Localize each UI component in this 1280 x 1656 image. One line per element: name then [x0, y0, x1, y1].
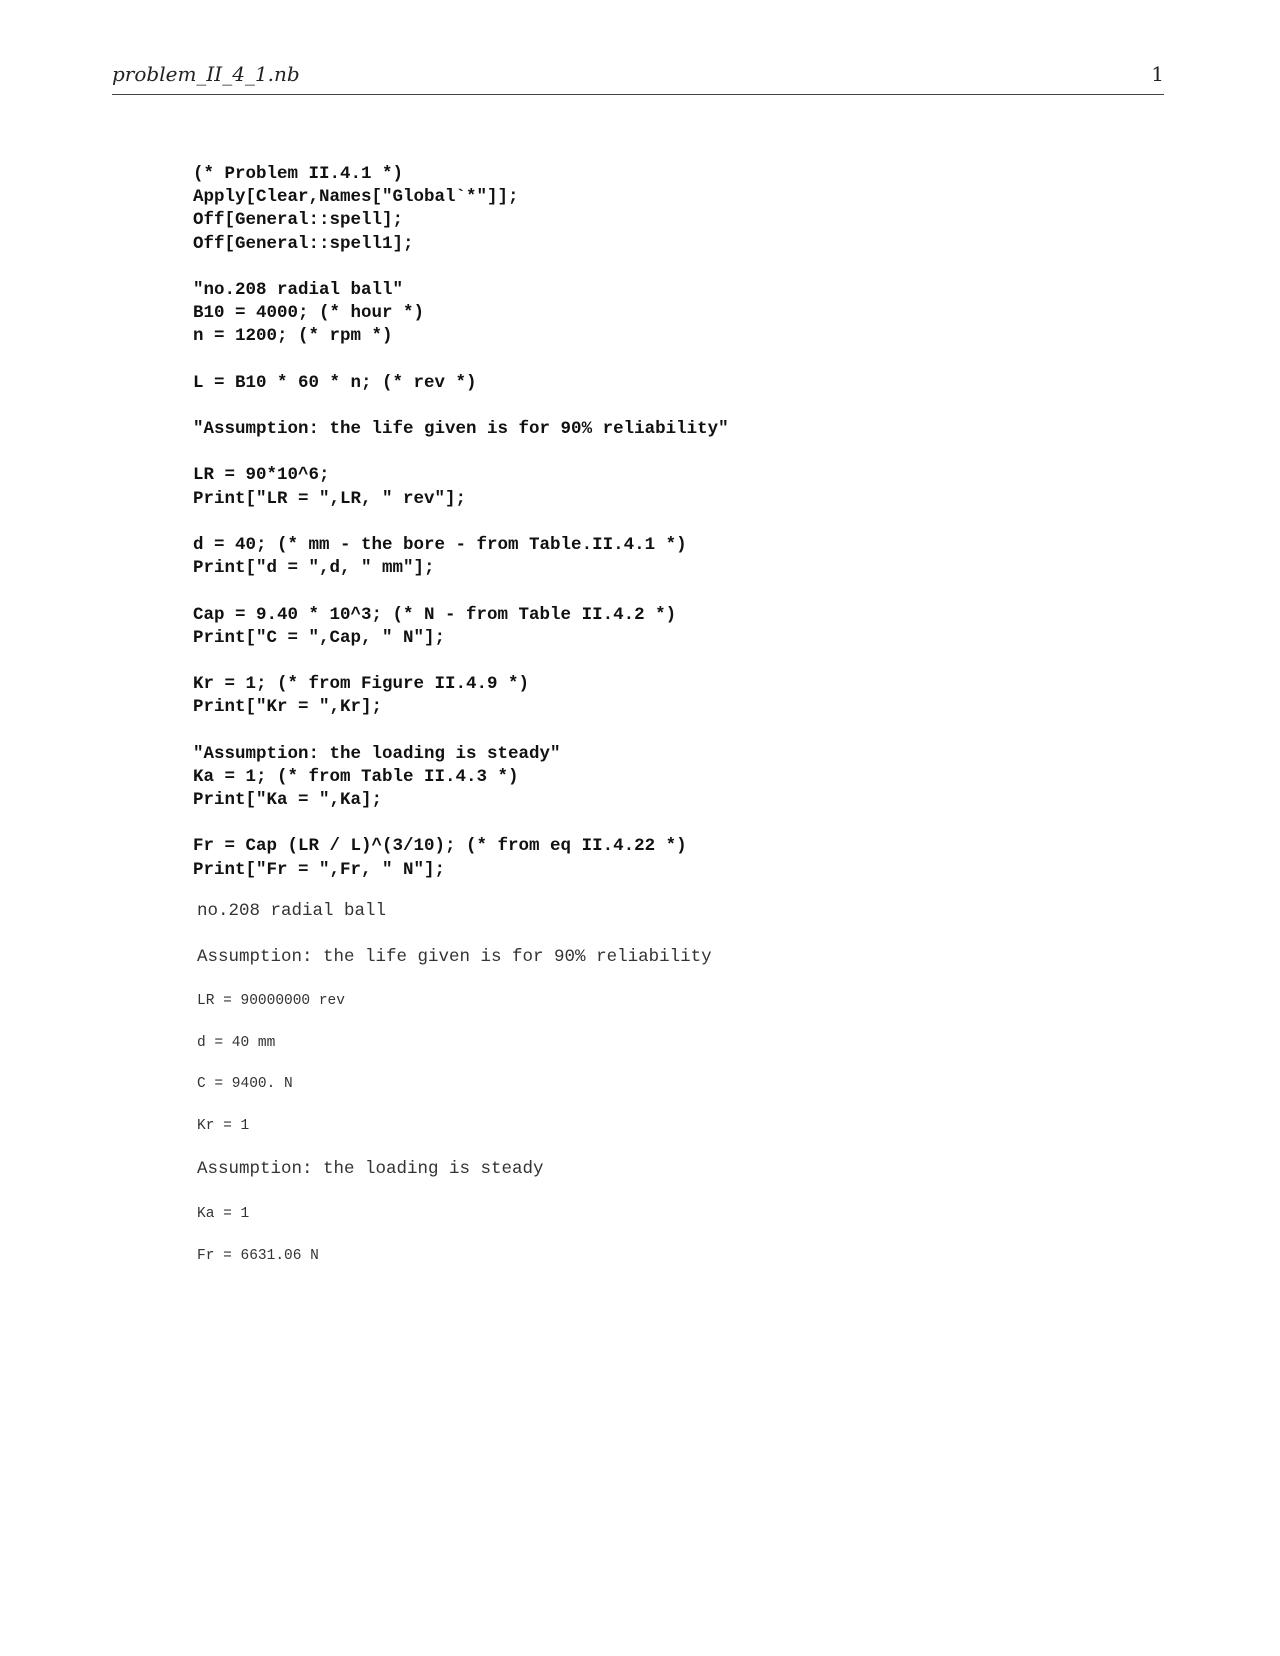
code-line: Cap = 9.40 * 10^3; (* N - from Table II.4.2 *)	[193, 604, 677, 625]
code-line: LR = 90*10^6;	[193, 465, 330, 486]
blank-line	[193, 720, 1093, 743]
blank-line	[193, 256, 1093, 279]
output-line: Assumption: the life given is for 90% reliability	[197, 947, 712, 967]
output-line: no.208 radial ball	[197, 901, 387, 921]
code-line: Print["LR = ",LR, " rev"];	[193, 488, 467, 509]
blank-line	[193, 349, 1093, 372]
blank-line	[193, 812, 1093, 835]
code-line: d = 40; (* mm - the bore - from Table.II.4.1 *)	[193, 535, 687, 555]
code-line: "Assumption: the loading is steady"	[193, 743, 561, 764]
input-cell	[193, 163, 1093, 882]
code-line: Print["Kr = ",Kr];	[193, 697, 383, 718]
blank-line	[193, 580, 1093, 603]
output-line: C = 9400. N	[197, 1076, 293, 1092]
code-line: Print["Ka = ",Ka];	[193, 790, 383, 811]
blank-line	[193, 650, 1093, 673]
code-line: "no.208 radial ball"	[193, 279, 404, 300]
notebook-title: problem_II_4_1.nb	[112, 62, 300, 86]
code-line: n = 1200; (* rpm *)	[193, 326, 393, 347]
page-number: 1	[1151, 62, 1164, 86]
code-line: Off[General::spell];	[193, 210, 404, 231]
code-line: Print["d = ",d, " mm"];	[193, 558, 435, 579]
output-line: Ka = 1	[197, 1206, 250, 1222]
blank-line	[193, 395, 1093, 418]
code-line: "Assumption: the life given is for 90% reliability"	[193, 419, 729, 440]
output-line: Kr = 1	[197, 1118, 250, 1134]
code-line: Fr = Cap (LR / L)^(3/10); (* from eq II.4.22 *)	[193, 836, 687, 857]
code-line: Off[General::spell1];	[193, 233, 414, 254]
code-line: B10 = 4000; (* hour *)	[193, 303, 425, 324]
output-line: Assumption: the loading is steady	[197, 1159, 544, 1179]
code-line: Print["C = ",Cap, " N"];	[193, 627, 446, 648]
output-line: LR = 90000000 rev	[197, 993, 345, 1009]
code-line: (* Problem II.4.1 *)	[193, 164, 404, 184]
output-line: d = 40 mm	[197, 1035, 276, 1051]
page-header	[112, 60, 1164, 95]
blank-line	[193, 511, 1093, 534]
code-line: Print["Fr = ",Fr, " N"];	[193, 859, 446, 880]
blank-line	[193, 441, 1093, 464]
code-line: L = B10 * 60 * n; (* rev *)	[193, 372, 477, 393]
code-line: Kr = 1; (* from Figure II.4.9 *)	[193, 674, 530, 695]
output-line: Fr = 6631.06 N	[197, 1248, 319, 1264]
code-line: Ka = 1; (* from Table II.4.3 *)	[193, 766, 519, 787]
code-line: Apply[Clear,Names["Global`*"]];	[193, 187, 519, 208]
